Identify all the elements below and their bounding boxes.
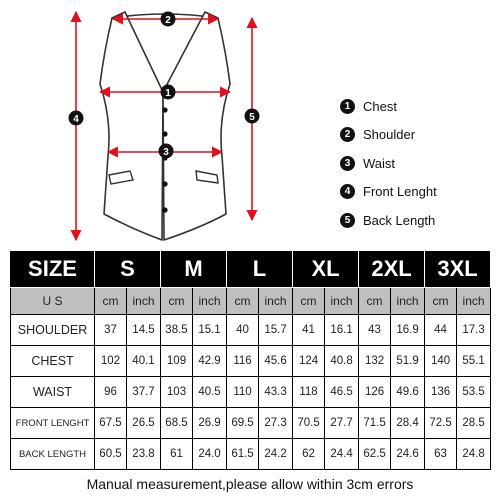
unit-label: U S <box>11 288 95 315</box>
table-cell: 27.3 <box>259 408 293 439</box>
table-cell: 24.2 <box>259 439 293 470</box>
marker-waist <box>159 144 174 159</box>
marker-shoulder <box>161 12 176 27</box>
unit-inch: inch <box>457 288 491 315</box>
unit-row <box>11 288 491 315</box>
table-cell: 26.5 <box>127 408 161 439</box>
table-cell: 40.5 <box>193 377 227 408</box>
measurement-legend <box>340 92 498 235</box>
table-cell: 26.9 <box>193 408 227 439</box>
table-cell: 24.4 <box>325 439 359 470</box>
unit-inch: inch <box>127 288 161 315</box>
unit-cm: cm <box>227 288 259 315</box>
unit-inch: inch <box>259 288 293 315</box>
legend-item-chest <box>340 92 498 121</box>
table-cell: 24.8 <box>457 439 491 470</box>
table-cell: 132 <box>359 346 391 377</box>
table-cell: 17.3 <box>457 315 491 346</box>
table-cell: 40.8 <box>325 346 359 377</box>
table-cell: 15.7 <box>259 315 293 346</box>
table-cell: 42.9 <box>193 346 227 377</box>
table-row <box>11 346 491 377</box>
size-header-cell: 3XL <box>425 251 491 288</box>
size-header-cell: M <box>161 251 227 288</box>
size-header-cell: XL <box>293 251 359 288</box>
table-cell: 70.5 <box>293 408 325 439</box>
table-cell: 37.7 <box>127 377 161 408</box>
table-cell: 62 <box>293 439 325 470</box>
table-cell: 24.0 <box>193 439 227 470</box>
table-cell: 60.5 <box>95 439 127 470</box>
marker-chest <box>161 85 176 100</box>
legend-label: Back Length <box>363 212 436 228</box>
table-cell: 72.5 <box>425 408 457 439</box>
unit-cm: cm <box>425 288 457 315</box>
marker-back-length <box>245 109 260 124</box>
table-cell: 43 <box>359 315 391 346</box>
row-label: BACK LENGTH <box>11 439 95 470</box>
row-label: SHOULDER <box>11 315 95 346</box>
table-cell: 24.6 <box>391 439 425 470</box>
legend-number: 3 <box>340 156 355 171</box>
row-label: CHEST <box>11 346 95 377</box>
legend-number: 4 <box>340 184 355 199</box>
size-header-cell: 2XL <box>359 251 425 288</box>
svg-text:4: 4 <box>73 114 79 125</box>
table-cell: 109 <box>161 346 193 377</box>
legend-item-waist <box>340 149 498 178</box>
size-chart-table <box>10 250 491 470</box>
table-cell: 15.1 <box>193 315 227 346</box>
vest-icon <box>100 12 230 240</box>
legend-label: Chest <box>363 98 397 114</box>
table-cell: 61 <box>161 439 193 470</box>
unit-cm: cm <box>161 288 193 315</box>
table-cell: 23.8 <box>127 439 161 470</box>
table-cell: 126 <box>359 377 391 408</box>
table-cell: 44 <box>425 315 457 346</box>
table-cell: 16.9 <box>391 315 425 346</box>
row-label: WAIST <box>11 377 95 408</box>
table-cell: 28.4 <box>391 408 425 439</box>
legend-item-back-length <box>340 206 498 235</box>
table-cell: 43.3 <box>259 377 293 408</box>
svg-text:1: 1 <box>165 88 171 99</box>
size-header-cell: L <box>227 251 293 288</box>
table-cell: 71.5 <box>359 408 391 439</box>
table-cell: 63 <box>425 439 457 470</box>
table-cell: 51.9 <box>391 346 425 377</box>
table-cell: 69.5 <box>227 408 259 439</box>
table-cell: 116 <box>227 346 259 377</box>
table-cell: 53.5 <box>457 377 491 408</box>
legend-label: Front Lenght <box>363 184 437 200</box>
unit-inch: inch <box>193 288 227 315</box>
table-cell: 67.5 <box>95 408 127 439</box>
table-cell: 68.5 <box>161 408 193 439</box>
table-cell: 37 <box>95 315 127 346</box>
legend-number: 5 <box>340 213 355 228</box>
size-header-label: SIZE <box>11 251 95 288</box>
table-cell: 140 <box>425 346 457 377</box>
table-cell: 46.5 <box>325 377 359 408</box>
table-cell: 16.1 <box>325 315 359 346</box>
table-row <box>11 408 491 439</box>
table-cell: 40.1 <box>127 346 161 377</box>
legend-item-front-length <box>340 178 498 207</box>
marker-front-length <box>69 111 84 126</box>
table-cell: 124 <box>293 346 325 377</box>
legend-label: Shoulder <box>363 127 416 143</box>
row-label: FRONT LENGHT <box>11 408 95 439</box>
table-cell: 41 <box>293 315 325 346</box>
table-cell: 45.6 <box>259 346 293 377</box>
table-cell: 136 <box>425 377 457 408</box>
table-cell: 55.1 <box>457 346 491 377</box>
table-cell: 102 <box>95 346 127 377</box>
unit-cm: cm <box>359 288 391 315</box>
svg-text:2: 2 <box>165 15 171 26</box>
svg-text:3: 3 <box>163 147 169 158</box>
legend-number: 1 <box>340 99 355 114</box>
table-cell: 27.7 <box>325 408 359 439</box>
table-cell: 14.5 <box>127 315 161 346</box>
table-cell: 28.5 <box>457 408 491 439</box>
legend-number: 2 <box>340 127 355 142</box>
unit-inch: inch <box>391 288 425 315</box>
unit-inch: inch <box>325 288 359 315</box>
footnote: Manual measurement,please allow within 3cm errors <box>86 476 414 492</box>
table-cell: 62.5 <box>359 439 391 470</box>
legend-item-shoulder <box>340 121 498 150</box>
table-row <box>11 377 491 408</box>
unit-cm: cm <box>95 288 127 315</box>
size-header-row <box>11 251 491 288</box>
table-row <box>11 439 491 470</box>
svg-text:5: 5 <box>249 112 255 123</box>
table-cell: 103 <box>161 377 193 408</box>
table-cell: 110 <box>227 377 259 408</box>
table-cell: 40 <box>227 315 259 346</box>
size-header-cell: S <box>95 251 161 288</box>
table-row <box>11 315 491 346</box>
table-cell: 118 <box>293 377 325 408</box>
legend-label: Waist <box>363 155 396 171</box>
table-cell: 96 <box>95 377 127 408</box>
table-cell: 49.6 <box>391 377 425 408</box>
table-cell: 61.5 <box>227 439 259 470</box>
table-cell: 38.5 <box>161 315 193 346</box>
unit-cm: cm <box>293 288 325 315</box>
